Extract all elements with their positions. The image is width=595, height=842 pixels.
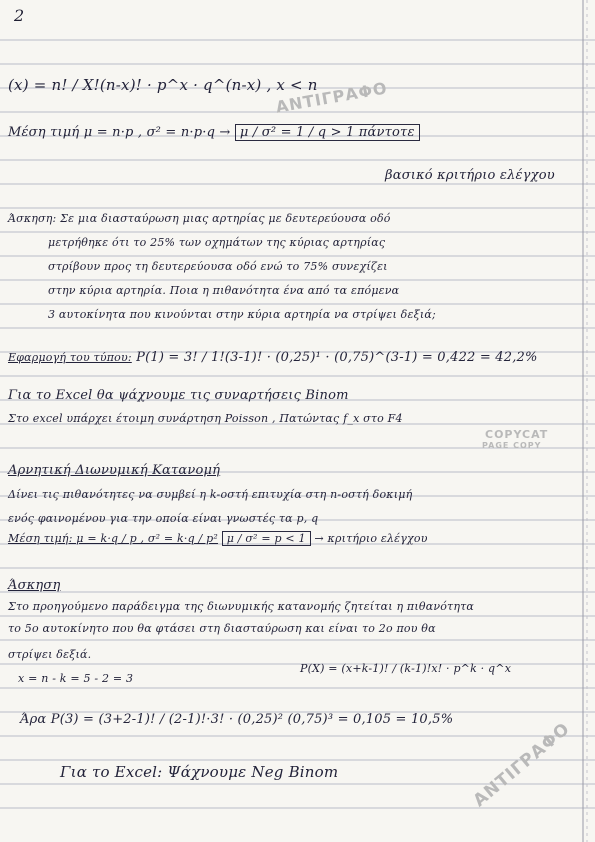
exercise2-line-1: Στο προηγούμενο παράδειγμα της διωνυμικής κατανομής ζητείται η πιθανότητα (8, 600, 475, 613)
mean-variance-line (8, 125, 420, 140)
application-formula: P(1) = 3! / 1!(3-1)! · (0,25)¹ · (0,75)^(3-1) = 0,422 = 42,2% (136, 350, 538, 365)
stamp-bottom: ΑΝΤΙΓΡΑΦΟ (469, 718, 575, 812)
neg-binom-desc-1: Δίνει τις πιθανότητες να συμβεί η k-οστή επιτυχία στη n-οστή δοκιμή (8, 488, 413, 501)
stamp-page-copy: PAGE COPY (482, 441, 542, 450)
neg-binom-mean-line (8, 532, 428, 545)
binomial-formula: (x) = n! / X!(n-x)! · p^x · q^(n-x) , x < n (8, 76, 318, 94)
exercise-line-1: Άσκηση: Σε μια διασταύρωση μιας αρτηρίας με δευτερεύουσα οδό (8, 212, 391, 225)
mean-variance-text: Μέση τιμή μ = n·p , σ² = n·p·q → (8, 125, 231, 140)
neg-binom-pmf: P(X) = (x+k-1)! / (k-1)!x! · p^k · q^x (300, 662, 512, 675)
neg-binom-ratio-box: μ / σ² = p < 1 (222, 531, 311, 546)
ratio-box: μ / σ² = 1 / q > 1 πάντοτε (235, 124, 420, 141)
excel-binom-note: Για το Excel θα ψάχνουμε τις συναρτήσεις Binom (8, 388, 349, 403)
x-calculation: x = n - k = 5 - 2 = 3 (18, 672, 134, 685)
stamp-top: ΑΝΤΙΓΡΑΦΟ (274, 78, 389, 117)
excel-poisson-note: Στο excel υπάρχει έτοιμη συνάρτηση Poisson , Πατώντας f_x στο F4 (8, 412, 403, 425)
exercise-line-2: μετρήθηκε ότι το 25% των οχημάτων της κύριας αρτηρίας (48, 236, 386, 249)
application-line (8, 350, 538, 365)
negative-binomial-heading: Αρνητική Διωνυμική Κατανομή (8, 463, 221, 478)
exercise-heading: Άσκηση (8, 578, 61, 593)
page-number: 2 (14, 6, 25, 25)
stamp-copycat: COPYCAT (485, 428, 549, 441)
neg-binom-desc-2: ενός φαινομένου για την οποία είναι γνωστές τα p, q (8, 512, 319, 525)
exercise2-line-3: στρίψει δεξιά. (8, 648, 92, 661)
exercise2-line-2: το 5ο αυτοκίνητο που θα φτάσει στη διασταύρωση και είναι το 2ο που θα (8, 622, 436, 635)
exercise-line-3: στρίβουν προς τη δευτερεύουσα οδό ενώ το 75% συνεχίζει (48, 260, 388, 273)
neg-binom-criterion: → κριτήριο ελέγχου (314, 532, 428, 545)
excel-neg-binom-note: Για το Excel: Ψάχνουμε Neg Binom (60, 763, 339, 781)
exercise-line-4: στην κύρια αρτηρία. Ποια η πιθανότητα ένα από τα επόμενα (48, 284, 400, 297)
neg-binom-mean: Μέση τιμή: μ = k·q / p , σ² = k·q / p² (8, 532, 218, 545)
result-formula: Άρα P(3) = (3+2-1)! / (2-1)!·3! · (0,25)² (0,75)³ = 0,105 = 10,5% (20, 712, 454, 727)
application-label: Εφαρμογή του τύπου: (8, 351, 132, 364)
exercise-line-5: 3 αυτοκίνητα που κινούνται στην κύρια αρτηρία να στρίψει δεξιά; (48, 308, 436, 321)
basic-criterion: βασικό κριτήριο ελέγχου (385, 168, 555, 183)
